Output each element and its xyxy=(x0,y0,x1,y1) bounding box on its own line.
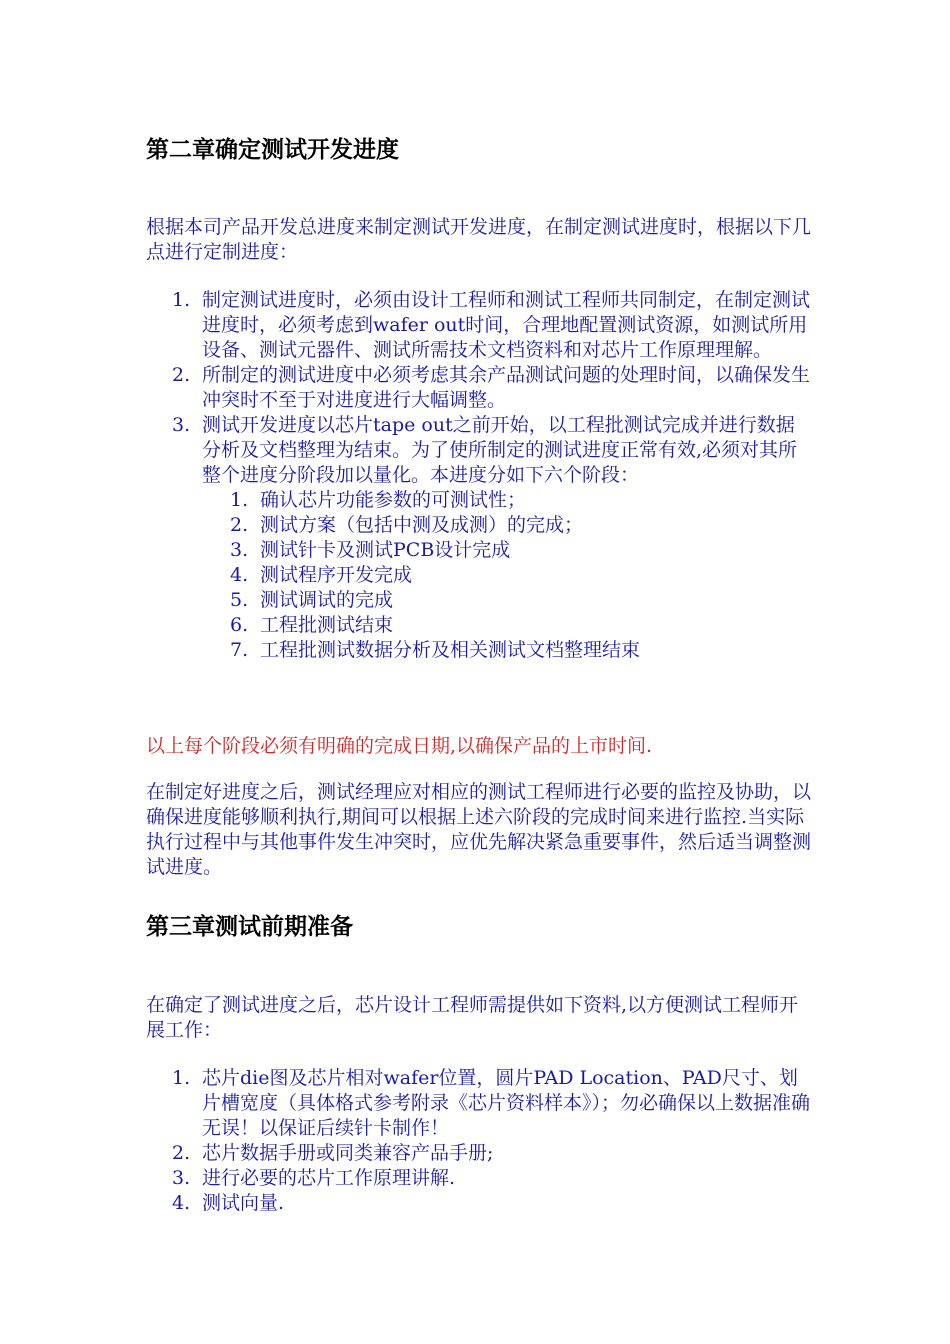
list-item-text: 芯片数据手册或同类兼容产品手册; xyxy=(202,1142,494,1164)
list-item-text: 芯片die图及芯片相对wafer位置，圆片PAD Location、PAD尺寸、划片槽宽度（具体格式参考附录《芯片资料样本》）；勿必确保以上数据准确无误！以保证后续针卡制作！ xyxy=(202,1067,811,1139)
stage-item-text: 工程批测试数据分析及相关测试文档整理结束 xyxy=(260,639,641,661)
list-item-number: 2. xyxy=(172,1142,191,1164)
chapter-3-intro: 在确定了测试进度之后，芯片设计工程师需提供如下资料,以方便测试工程师开展工作： xyxy=(146,994,799,1041)
stage-item xyxy=(230,588,812,613)
chapter-2-intro: 根据本司产品开发总进度来制定测试开发进度，在制定测试进度时，根据以下几点进行定制进度： xyxy=(146,216,812,263)
deadline-note: 以上每个阶段必须有明确的完成日期,以确保产品的上市时间. xyxy=(146,735,653,757)
stage-item-text: 测试程序开发完成 xyxy=(260,564,413,586)
list-item-number: 1. xyxy=(172,289,191,311)
list-item xyxy=(172,1166,812,1191)
stage-item-text: 测试方案（包括中测及成测）的完成； xyxy=(260,514,584,536)
stage-item-number: 3. xyxy=(230,539,249,561)
stage-item-number: 6. xyxy=(230,614,249,636)
stage-item xyxy=(230,638,812,663)
stage-list xyxy=(230,488,812,663)
list-item xyxy=(172,413,812,663)
list-item-text: 制定测试进度时，必须由设计工程师和测试工程师共同制定，在制定测试进度时，必须考虑到wafer out时间，合理地配置测试资源，如测试所用设备、测试元器件、测试所需技术文档资料和对芯片工作原理理解。 xyxy=(202,289,811,361)
list-item xyxy=(172,1191,812,1216)
stage-item xyxy=(230,563,812,588)
list-item xyxy=(172,288,812,363)
stage-item xyxy=(230,488,812,513)
list-item-text: 测试向量. xyxy=(202,1192,285,1214)
list-item xyxy=(172,1141,812,1166)
stage-item-number: 5. xyxy=(230,589,249,611)
chapter-3-heading: 第三章测试前期准备 xyxy=(146,914,353,940)
stage-item-text: 确认芯片功能参数的可测试性； xyxy=(260,489,527,511)
stage-item-text: 测试针卡及测试PCB设计完成 xyxy=(260,539,511,561)
stage-item-text: 测试调试的完成 xyxy=(260,589,394,611)
stage-item-number: 7. xyxy=(230,639,249,661)
stage-item-text: 工程批测试结束 xyxy=(260,614,394,636)
stage-item xyxy=(230,538,812,563)
list-item-number: 3. xyxy=(172,414,191,436)
stage-item xyxy=(230,513,812,538)
list-item-number: 4. xyxy=(172,1192,191,1214)
stage-item-number: 1. xyxy=(230,489,249,511)
list-item-text: 所制定的测试进度中必须考虑其余产品测试问题的处理时间，以确保发生冲突时不至于对进度进行大幅调整。 xyxy=(202,364,811,411)
chapter-2-list xyxy=(172,288,812,663)
chapter-2-closing: 在制定好进度之后，测试经理应对相应的测试工程师进行必要的监控及协助，以确保进度能够顺利执行,期间可以根据上述六阶段的完成时间来进行监控.当实际执行过程中与其他事件发生冲突时，应优先解决紧急重要事件，然后适当调整测试进度。 xyxy=(146,781,812,878)
stage-item-number: 4. xyxy=(230,564,249,586)
list-item-text: 进行必要的芯片工作原理讲解. xyxy=(202,1167,456,1189)
list-item-number: 1. xyxy=(172,1067,191,1089)
list-item xyxy=(172,1066,812,1141)
list-item-number: 3. xyxy=(172,1167,191,1189)
stage-item-number: 2. xyxy=(230,514,249,536)
list-item xyxy=(172,363,812,413)
list-item-number: 2. xyxy=(172,364,191,386)
list-item-text: 测试开发进度以芯片tape out之前开始，以工程批测试完成并进行数据分析及文档整理为结束。为了使所制定的测试进度正常有效,必须对其所整个进度分阶段加以量化。本进度分如下六个阶段： xyxy=(202,414,798,486)
chapter-2-heading: 第二章确定测试开发进度 xyxy=(146,137,399,163)
stage-item xyxy=(230,613,812,638)
chapter-3-list xyxy=(172,1066,812,1216)
